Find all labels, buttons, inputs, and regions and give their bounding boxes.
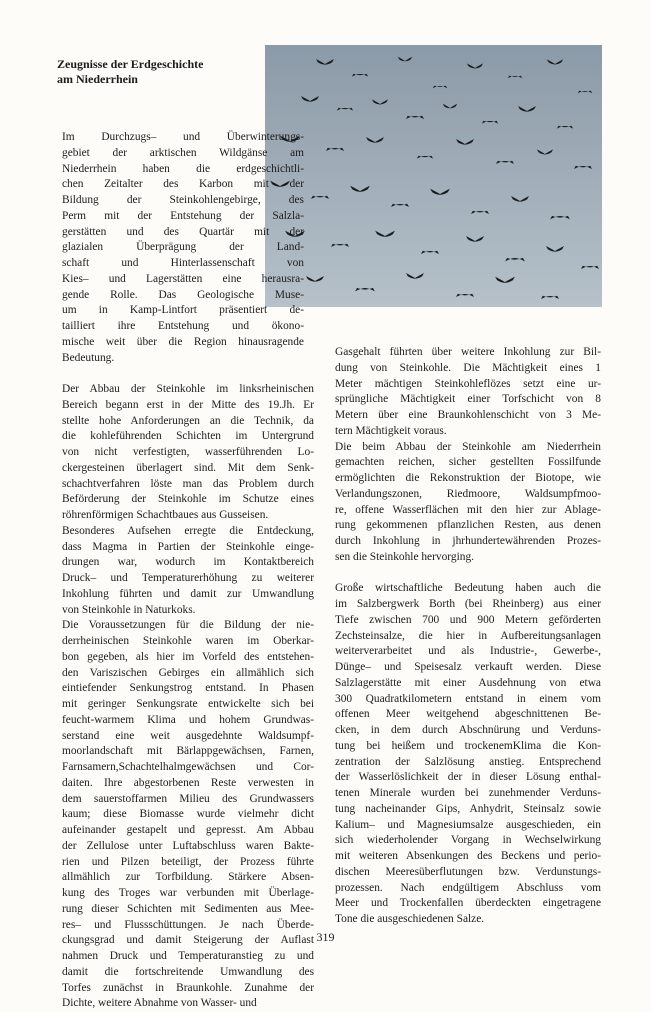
paragraph-magma: Besonderes Aufsehen erregte die Entdeckung, dass Magma in Partien der Steinkohle einge- drungen war, wodurch im Kontaktbereich Druck– und Temperaturerhöhung zu weiterer Inkohlung führten und damit zur Umwandlung von Steinkohle in Naturkoks. [62,524,314,616]
heading-line-1: Zeugnisse der Erdgeschichte [57,57,204,71]
paragraph-intro-wide: mische weit über die Region hinausragende Bedeutung. [62,335,304,364]
heading-line-2: am Niederrhein [57,72,138,86]
paragraph-formation: Die Voraussetzungen für die Bildung der nie- derrheinischen Steinkohle waren im Oberkar- bon gegeben, als hier im Vorfeld des entstehen- den Variszischen Gebirges ein allmählich sich eintiefender Senkungstrog entstand. In Phasen mit geringer Senkungsrate entwickelte sich bei feucht-warmem Klima und hohem Grundwas- serstand eine weit ausgedehnte Waldsumpf- moorlandschaft mit Bärlappgewächsen, Farnen, Farnsamern,Schachtelhalmgewächsen und Cor- daiten. Ihre abgestorbenen Reste verwesten in dem sauerstoffarmen Milieu des Grundwassers kaum; diese Biomasse wurde vielmehr dicht aufeinander gestapelt und gepresst. Am Abbau der Zellulose unter Luftabschluss waren Bakte- rien und Pilzen beteiligt, der Prozess führte allmählich zur Torfbildung. Stärkere Absen- kung des Troges war verbunden mit Überlage- rung dieser Schichten mit Sedimenten aus Mee- res– und Flussschüttungen. Je nach Überde- ckungsgrad und damit Steigerung der Auflast nahmen Druck und Temperaturanstieg zu und damit die fortschreitende Umwandlung des Torfes zunächst in Braunkohle. Zunahme der Dichte, weitere Abnahme von Wasser- und [62,619,314,1010]
paragraph-intro [62,130,304,382]
sky [265,45,602,307]
article-heading [57,57,257,87]
geese-photo-image [265,45,602,307]
text-column-left [62,130,314,1012]
paragraph-spacer [335,566,601,582]
text-column-right [335,345,601,928]
paragraph-mining: Der Abbau der Steinkohle im linksrheinischen Bereich begann erst in der Mitte des 19.Jh. Er stellte hohe Anforderungen an die Technik, da die kohleführenden Schichten im Untergrund von nicht verfestigten, wasserführenden Lo- ckergesteinen überlagert sind. Mit dem Senk- schachtverfahren löste man das Problem durch Beförderung der Steinkohle im Schutze eines röhrenförmigen Schachtbaues aus Gusseisen. [62,383,314,521]
paragraph-salt: Große wirtschaftliche Bedeutung haben auch die im Salzbergwerk Borth (bei Rheinberg) aus einer Tiefe zwischen 700 und 900 Metern geförderten Zechsteinsalze, die hier in Aufbereitungsanlagen weiterverarbeitet und als Industrie-, Gewerbe-, Dünge– und Speisesalz verkauft werden. Diese Salzlagerstätte mit einer Ausdehnung von etwa 300 Quadratkilometern entstand in einem vom offenen Meer weitgehend abgeschnittenen Be- cken, in dem durch Abschnürung und Verduns- tung bei heißem und trockenemKlima die Kon- zentration der Salzlösung anstieg. Entsprechend der Wasserlöslichkeit der in dieser Lösung enthal- tenen Minerale wurden bei zunehmender Verduns- tung nacheinander Gips, Anhydrit, Steinsalz sowie Kalium– und Magnesiumsalze ausgeschieden, ein sich wiederholender Vorgang in Wechselwirkung mit weiteren Absenkungen des Beckens und perio- dischen Meeresüberflutungen bzw. Verdunstungs- prozessen. Nach endgültigem Abschluss vom Meer und Trockenfallen überdeckten eingetragene Tone die ausgeschiedenen Salze. [335,582,601,925]
paragraph-coalification: Gasgehalt führten über weitere Inkohlung zur Bil- dung von Steinkohle. Die Mächtigkeit eines 1 Meter mächtigen Steinkohleflözes setzt eine ur- sprüngliche Mächtigkeit einer Torfschicht von 8 Metern über eine Braunkohlenschicht von 3 Me- tern Mächtigkeit voraus. [335,346,601,437]
paragraph-intro-narrow: Im Durchzugs– und Überwinterungs- gebiet der arktischen Wildgänse am Niederrhein haben die erdgeschichtli- chen Zeitalter des Karbon mit der Bildung der Steinkohlengebirge, des Perm mit der Entstehung der Salzla- gerstätten und des Quartär mit der glazialen Überprägung der Land- schaft und Hinterlassenschaft von Kies– und Lagerstätten eine herausra- gende Rolle. Das Geologische Muse- um in Kamp-Lintfort präsentiert de- tailliert ihre Entstehung und ökono- [62,131,304,332]
geese-photo [265,45,602,307]
page-number: 319 [316,930,335,944]
paragraph-fossils: Die beim Abbau der Steinkohle am Niederrhein gemachten reichen, sicher gestellten Fossilfunde ermöglichten die Rekonstruktion der Biotope, wie Verlandungszonen, Riedmoore, Waldsumpfmoo- re, offene Wasserflächen mit den hier zur Ablage- rung gekommenen pflanzlichen Resten, aus denen durch Inkohlung in jhrhundertewährenden Prozes- sen die Steinkohle hervorging. [335,440,601,563]
